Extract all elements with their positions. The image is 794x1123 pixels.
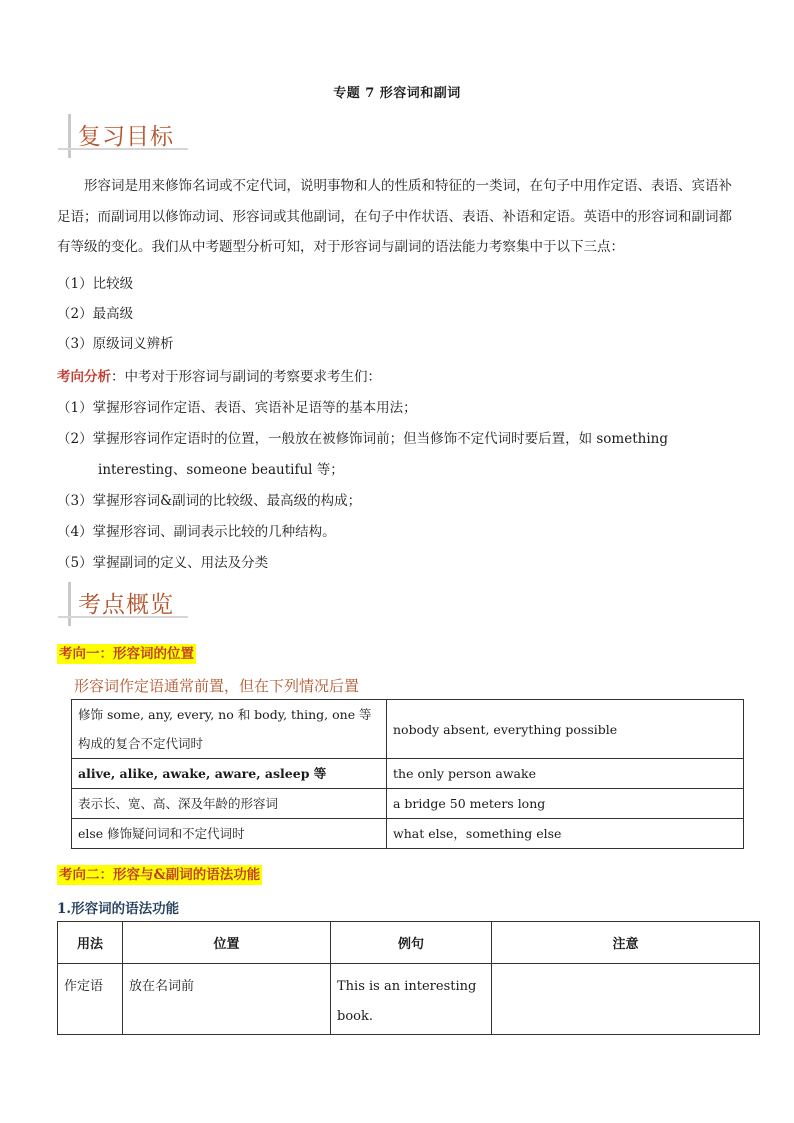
analysis-item-2-cont: interesting、someone beautiful 等； xyxy=(98,462,344,478)
usage-cell: 作定语 xyxy=(58,964,123,1035)
point-comparative: （1）比较级 xyxy=(57,276,134,292)
banner-title: 复习目标 xyxy=(78,124,174,150)
example-cell: a bridge 50 meters long xyxy=(387,789,744,819)
adjective-position-table xyxy=(71,699,744,849)
section-banner-review-goals xyxy=(58,114,188,158)
banner-bar-vertical xyxy=(68,114,71,158)
table-row xyxy=(72,789,744,819)
topic2-subheading: 1.形容词的语法功能 xyxy=(57,901,180,917)
note-cell xyxy=(492,964,760,1035)
analysis-text: ：中考对于形容词与副词的考察要求考生们： xyxy=(111,369,381,385)
point-positive: （3）原级词义辨析 xyxy=(57,336,174,352)
adjective-function-table xyxy=(57,921,760,1035)
table-row xyxy=(72,700,744,759)
table-row xyxy=(72,759,744,789)
rule-cell: 表示长、宽、高、深及年龄的形容词 xyxy=(72,789,387,819)
topic2-heading: 考向二：形容与&副词的语法功能 xyxy=(59,867,261,883)
table-row xyxy=(58,964,760,1035)
example-cell: nobody absent, everything possible xyxy=(387,700,744,759)
example-cell: This is an interesting book. xyxy=(331,964,492,1035)
table-row xyxy=(72,819,744,849)
analysis-item-5: （5）掌握副词的定义、用法及分类 xyxy=(57,555,269,571)
intro-paragraph: 形容词是用来修饰名词或不定代词，说明事物和人的性质和特征的一类词，在句子中用作定语、表语、宾语补足语；而副词用以修饰动词、形容词或其他副词，在句子中作状语、表语、补语和定语。英语中的形容词和副词都有等级的变化。我们从中考题型分析可知，对于形容词与副词的语法能力考察集中于以下三点： xyxy=(57,178,732,255)
analysis-label: 考向分析 xyxy=(57,369,111,385)
banner-title: 考点概览 xyxy=(78,592,174,618)
analysis-item-2: （2）掌握形容词作定语时的位置，一般放在被修饰词前；但当修饰不定代词时要后置，如 something xyxy=(57,431,668,447)
example-cell: the only person awake xyxy=(387,759,744,789)
topic1-subheading: 形容词作定语通常前置，但在下列情况后置 xyxy=(74,677,360,695)
banner-bar-vertical xyxy=(68,582,71,626)
page-title: 专题 7 形容词和副词 xyxy=(333,86,461,101)
position-cell: 放在名词前 xyxy=(123,964,331,1035)
analysis-item-1: （1）掌握形容词作定语、表语、宾语补足语等的基本用法； xyxy=(57,400,417,416)
header-position: 位置 xyxy=(123,922,331,964)
header-example: 例句 xyxy=(331,922,492,964)
analysis-line xyxy=(57,365,381,385)
analysis-item-3: （3）掌握形容词&副词的比较级、最高级的构成； xyxy=(57,493,362,509)
table-header-row xyxy=(58,922,760,964)
analysis-item-4: （4）掌握形容词、副词表示比较的几种结构。 xyxy=(57,524,336,540)
header-usage: 用法 xyxy=(58,922,123,964)
point-superlative: （2）最高级 xyxy=(57,306,134,322)
section-banner-overview xyxy=(58,582,188,626)
example-cell: what else，something else xyxy=(387,819,744,849)
topic1-heading: 考向一：形容词的位置 xyxy=(59,646,194,662)
rule-cell: 修饰 some, any, every, no 和 body, thing, one 等构成的复合不定代词时 xyxy=(72,700,387,759)
header-note: 注意 xyxy=(492,922,760,964)
rule-cell: else 修饰疑问词和不定代词时 xyxy=(72,819,387,849)
rule-cell: alive, alike, awake, aware, asleep 等 xyxy=(72,759,387,789)
